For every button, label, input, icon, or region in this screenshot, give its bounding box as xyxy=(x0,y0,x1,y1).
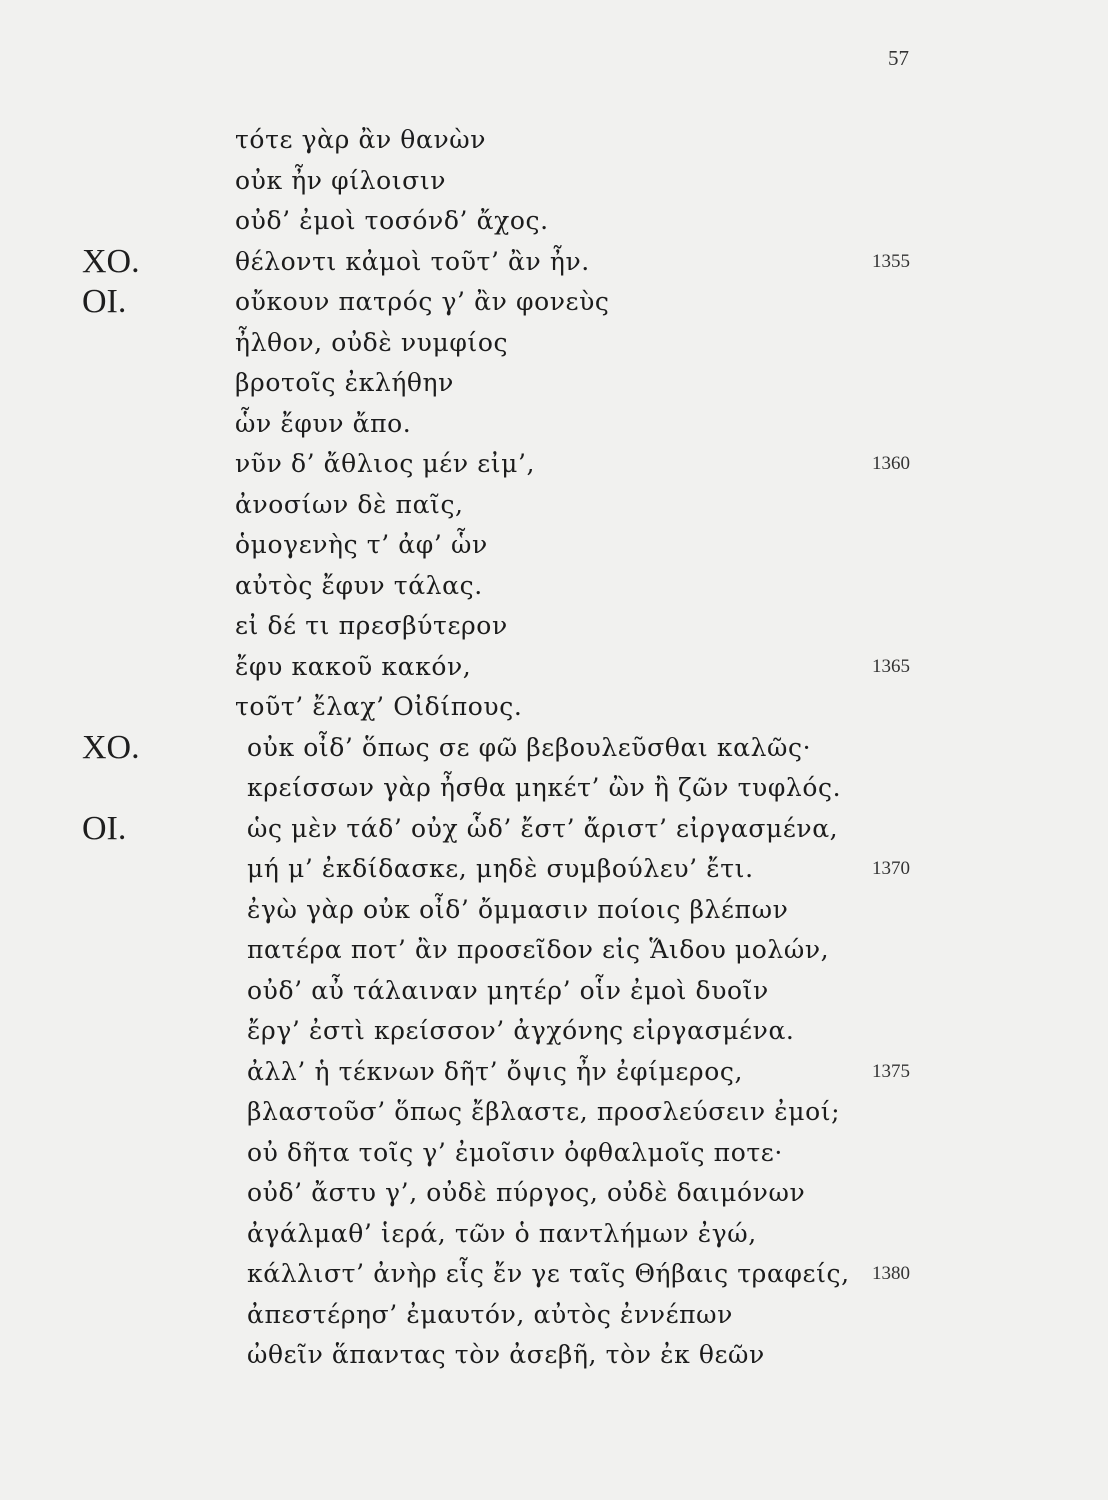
verse-line xyxy=(0,282,1108,322)
verse-line xyxy=(0,1173,1108,1213)
verse-line xyxy=(0,971,1108,1011)
line-number: 1355 xyxy=(872,250,910,272)
page-number: 57 xyxy=(888,46,909,70)
verse-text: οὔκουν πατρός γ’ ἂν φονεὺς xyxy=(235,287,610,316)
line-number: 1375 xyxy=(872,1060,910,1082)
verse-text: εἰ δέ τι πρεσβύτερον xyxy=(235,611,508,640)
verse-line xyxy=(0,201,1108,241)
verse-line xyxy=(0,687,1108,727)
verse-text: θέλοντι κἀμοὶ τοῦτ’ ἂν ἦν. xyxy=(235,246,590,276)
verse-line xyxy=(0,930,1108,970)
verse-line xyxy=(0,1254,1108,1294)
verse-line xyxy=(0,768,1108,808)
verse-line xyxy=(0,809,1108,849)
verse-text: ἀλλ’ ἡ τέκνων δῆτ’ ὄψις ἦν ἐφίμερος, xyxy=(247,1056,744,1086)
verse-text: ἀπεστέρησ’ ἐμαυτόν, αὐτὸς ἐννέπων xyxy=(247,1299,733,1329)
verse-text: οὐ δῆτα τοῖς γ’ ἐμοῖσιν ὀφθαλμοῖς ποτε· xyxy=(247,1137,783,1167)
verse-line xyxy=(0,606,1108,646)
verse-line xyxy=(0,1335,1108,1375)
verse-line xyxy=(0,890,1108,930)
verse-line xyxy=(0,525,1108,565)
verse-text: ὡς μὲν τάδ’ οὐχ ὧδ’ ἔστ’ ἄριστ’ εἰργασμένα, xyxy=(247,813,839,843)
verse-text: βλαστοῦσ’ ὅπως ἔβλαστε, προσλεύσειν ἐμοί; xyxy=(247,1097,841,1126)
verse-text: ἀγάλμαθ’ ἱερά, τῶν ὁ παντλήμων ἐγώ, xyxy=(247,1218,757,1248)
verse-text: ἔργ’ ἐστὶ κρείσσον’ ἀγχόνης εἰργασμένα. xyxy=(247,1016,795,1045)
verse-text: ὁμογενὴς τ’ ἀφ’ ὧν xyxy=(235,530,488,559)
verse-line xyxy=(0,1295,1108,1335)
verse-text: ὧν ἔφυν ἄπο. xyxy=(235,408,412,438)
verse-line xyxy=(0,444,1108,484)
verse-line xyxy=(0,647,1108,687)
line-number: 1380 xyxy=(872,1263,910,1284)
verse-line xyxy=(0,485,1108,525)
verse-line xyxy=(0,1052,1108,1092)
line-number: 1370 xyxy=(872,858,910,879)
verse-line xyxy=(0,849,1108,889)
verse-line xyxy=(0,161,1108,201)
verse-text: οὐκ ἦν φίλοισιν xyxy=(235,165,447,195)
verse-text: οὐδ’ ἄστυ γ’, οὐδὲ πύργος, οὐδὲ δαιμόνων xyxy=(247,1178,806,1207)
verse-text: κάλλιστ’ ἀνὴρ εἷς ἔν γε ταῖς Θήβαις τραφείς, xyxy=(247,1259,850,1288)
verse-text: τότε γὰρ ἂν θανὼν xyxy=(235,125,487,154)
verse-line xyxy=(0,1133,1108,1173)
verse-line xyxy=(0,1092,1108,1132)
verse-line xyxy=(0,728,1108,768)
verse-text: βροτοῖς ἐκλήθην xyxy=(235,368,454,397)
verse-text: οὐδ’ ἐμοὶ τοσόνδ’ ἄχος. xyxy=(235,206,549,235)
verse-text: ὠθεῖν ἅπαντας τὸν ἀσεβῆ, τὸν ἐκ θεῶν xyxy=(247,1340,765,1369)
verse-line xyxy=(0,566,1108,606)
verse-text: ἔφυ κακοῦ κακόν, xyxy=(235,651,472,681)
verse-line xyxy=(0,1011,1108,1051)
speaker-label: ΧΟ. xyxy=(82,728,140,766)
speaker-label: ΧΟ. xyxy=(82,242,140,280)
line-number: 1365 xyxy=(872,655,910,677)
verse-line xyxy=(0,120,1108,160)
verse-text: κρείσσων γὰρ ἦσθα μηκέτ’ ὢν ἢ ζῶν τυφλός. xyxy=(247,773,842,802)
verse-line xyxy=(0,363,1108,403)
verse-line xyxy=(0,323,1108,363)
verse-line xyxy=(0,404,1108,444)
verse-text: οὐκ οἶδ’ ὅπως σε φῶ βεβουλεῦσθαι καλῶς· xyxy=(247,732,812,762)
verse-text: ἦλθον, οὐδὲ νυμφίος xyxy=(235,327,509,357)
speaker-label: ΟΙ. xyxy=(82,809,127,847)
verse-text: πατέρα ποτ’ ἂν προσεῖδον εἰς Ἅιδου μολών, xyxy=(247,935,830,964)
verse-line xyxy=(0,1214,1108,1254)
speaker-label: ΟΙ. xyxy=(82,283,127,320)
verse-text: ἀνοσίων δὲ παῖς, xyxy=(235,489,464,519)
verse-text: αὐτὸς ἔφυν τάλας. xyxy=(235,570,483,600)
verse-line xyxy=(0,242,1108,282)
verse-text: οὐδ’ αὖ τάλαιναν μητέρ’ οἷν ἐμοὶ δυοῖν xyxy=(247,975,769,1005)
verse-text: νῦν δ’ ἄθλιος μέν εἰμ’, xyxy=(235,449,536,478)
line-number: 1360 xyxy=(872,453,910,474)
verse-text: μή μ’ ἐκδίδασκε, μηδὲ συμβούλευ’ ἔτι. xyxy=(247,854,754,883)
verse-text: ἐγὼ γὰρ οὐκ οἶδ’ ὄμμασιν ποίοις βλέπων xyxy=(247,894,789,924)
verse-text: τοῦτ’ ἔλαχ’ Οἰδίπους. xyxy=(235,692,523,721)
